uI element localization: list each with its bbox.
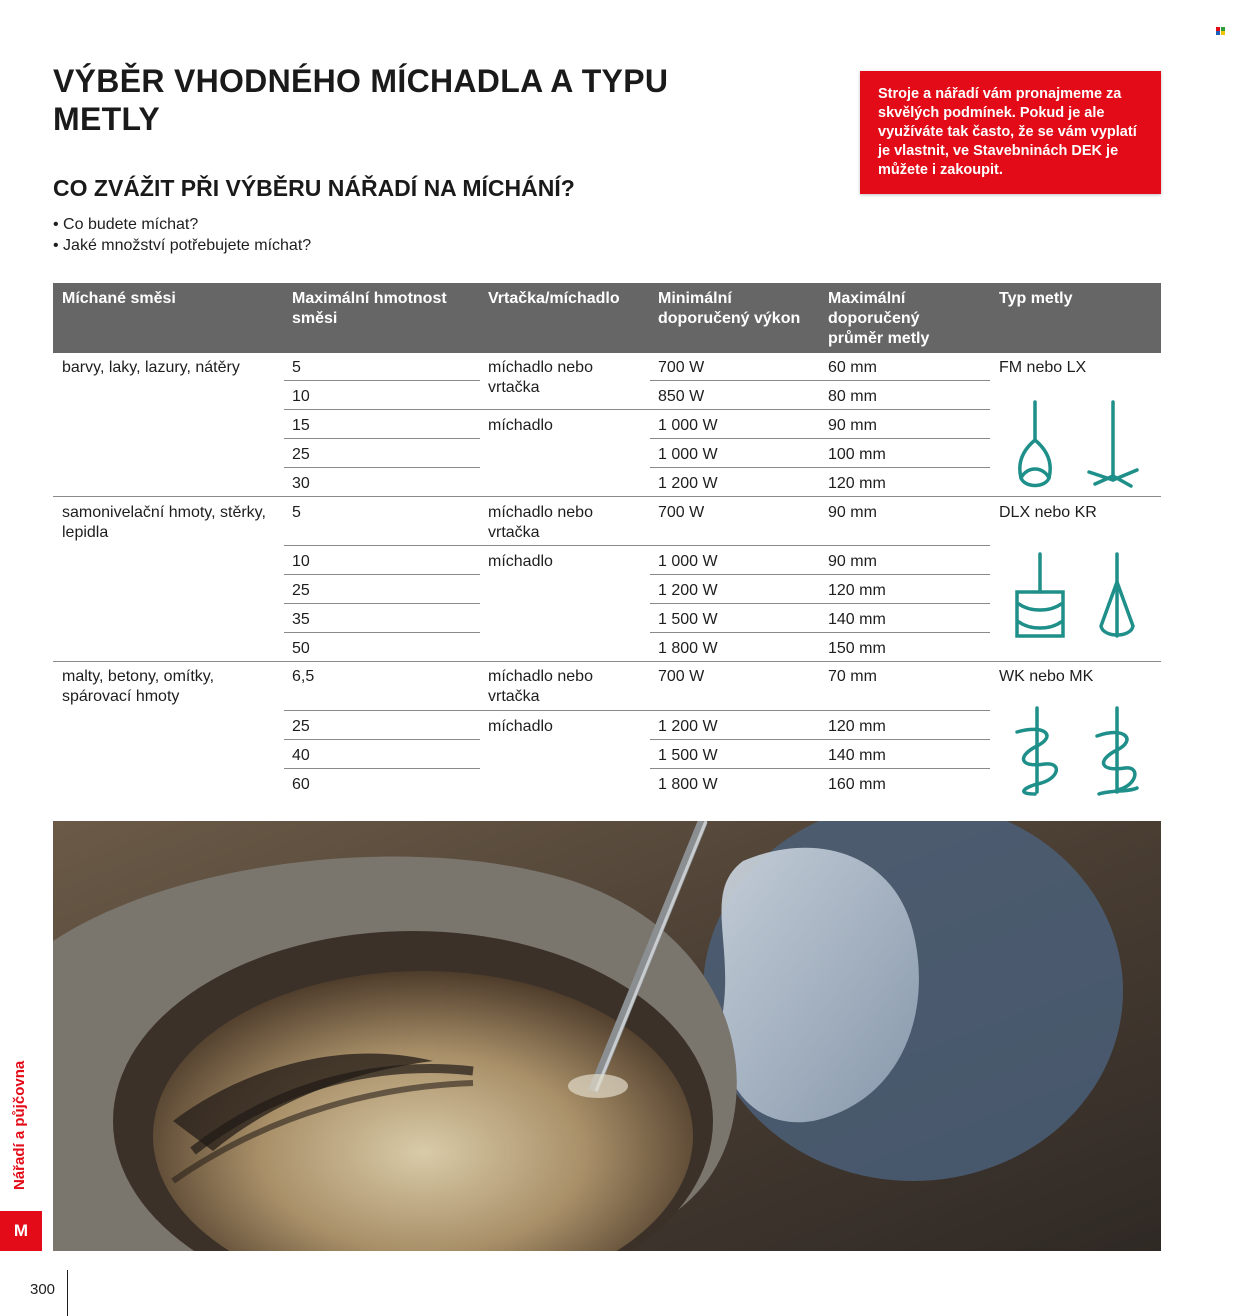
column-header-tool: Vrtačka/míchadlo (488, 290, 620, 307)
weight-cell: 25 (292, 446, 310, 463)
power-cell: 700 W (658, 504, 705, 521)
column-header-weight: Maximální hmotnost směsi (292, 290, 447, 327)
weight-cell: 10 (292, 388, 310, 405)
whisk-type: WK nebo MK (999, 668, 1094, 685)
column-header-diameter: Maximální doporučený průměr metly (828, 290, 930, 347)
weight-cell: 30 (292, 475, 310, 492)
diameter-cell: 100 mm (828, 446, 886, 463)
diameter-cell: 90 mm (828, 504, 877, 521)
mix-name: samonivelační hmoty, stěrky, lepidla (62, 504, 266, 541)
whisk-wk-mk-icon (1005, 706, 1150, 798)
list-item: • Co budete míchat? (53, 214, 311, 235)
diameter-cell: 60 mm (828, 359, 877, 376)
weight-cell: 10 (292, 553, 310, 570)
power-cell: 1 800 W (658, 640, 718, 657)
power-cell: 1 200 W (658, 582, 718, 599)
page-title: VÝBĚR VHODNÉHO MÍCHADLA A TYPU METLY (53, 63, 669, 137)
promo-box: Stroje a nářadí vám pronajmeme za skvělých podmínek. Pokud je ale využíváte tak často, že se vám vyplatí je vlastnit, ve Stavebninách DEK je můžete i zakoupit. (860, 71, 1161, 194)
diameter-cell: 70 mm (828, 668, 877, 685)
diameter-cell: 120 mm (828, 475, 886, 492)
diameter-cell: 160 mm (828, 776, 886, 793)
section-label: Nářadí a půjčovna (11, 1060, 28, 1190)
tool-cell: míchadlo nebo vrtačka (488, 504, 593, 541)
weight-cell: 25 (292, 582, 310, 599)
whisk-fm-lx-icon (1005, 400, 1150, 492)
diameter-cell: 80 mm (828, 388, 877, 405)
power-cell: 1 000 W (658, 553, 718, 570)
page-divider (67, 1270, 68, 1316)
tool-cell: míchadlo nebo vrtačka (488, 359, 593, 396)
table-header (53, 283, 1161, 353)
weight-cell: 6,5 (292, 668, 315, 685)
diameter-cell: 90 mm (828, 553, 877, 570)
weight-cell: 60 (292, 776, 310, 793)
power-cell: 1 000 W (658, 417, 718, 434)
diameter-cell: 140 mm (828, 747, 886, 764)
power-cell: 1 500 W (658, 611, 718, 628)
power-cell: 700 W (658, 359, 705, 376)
power-cell: 1 500 W (658, 747, 718, 764)
page-number: 300 (30, 1281, 56, 1298)
list-item: • Jaké množství potřebujete míchat? (53, 235, 311, 256)
power-cell: 1 200 W (658, 475, 718, 492)
section-tab: M (0, 1211, 42, 1251)
brand-logo-icon (1216, 27, 1226, 35)
mixing-photo (53, 821, 1161, 1251)
column-header-whisk: Typ metly (999, 290, 1073, 307)
mix-name: barvy, laky, lazury, nátěry (62, 359, 240, 376)
weight-cell: 50 (292, 640, 310, 657)
weight-cell: 5 (292, 504, 301, 521)
section-subtitle: CO ZVÁŽIT PŘI VÝBĚRU NÁŘADÍ NA MÍCHÁNÍ? (53, 175, 575, 201)
power-cell: 1 000 W (658, 446, 718, 463)
power-cell: 850 W (658, 388, 705, 405)
weight-cell: 15 (292, 417, 310, 434)
power-cell: 1 200 W (658, 718, 718, 735)
power-cell: 1 800 W (658, 776, 718, 793)
diameter-cell: 120 mm (828, 718, 886, 735)
column-header-power: Minimální doporučený výkon (658, 290, 801, 327)
weight-cell: 35 (292, 611, 310, 628)
column-header-mix: Míchané směsi (62, 290, 176, 307)
tool-cell: míchadlo (488, 718, 553, 735)
whisk-dlx-kr-icon (1005, 552, 1150, 644)
diameter-cell: 150 mm (828, 640, 886, 657)
diameter-cell: 120 mm (828, 582, 886, 599)
question-list (53, 214, 311, 256)
diameter-cell: 90 mm (828, 417, 877, 434)
tool-cell: míchadlo (488, 553, 553, 570)
whisk-type: FM nebo LX (999, 359, 1087, 376)
tool-cell: míchadlo nebo vrtačka (488, 668, 593, 705)
mix-name: malty, betony, omítky, spárovací hmoty (62, 668, 215, 705)
weight-cell: 5 (292, 359, 301, 376)
weight-cell: 40 (292, 747, 310, 764)
power-cell: 700 W (658, 668, 705, 685)
tool-cell: míchadlo (488, 417, 553, 434)
diameter-cell: 140 mm (828, 611, 886, 628)
weight-cell: 25 (292, 718, 310, 735)
whisk-type: DLX nebo KR (999, 504, 1097, 521)
